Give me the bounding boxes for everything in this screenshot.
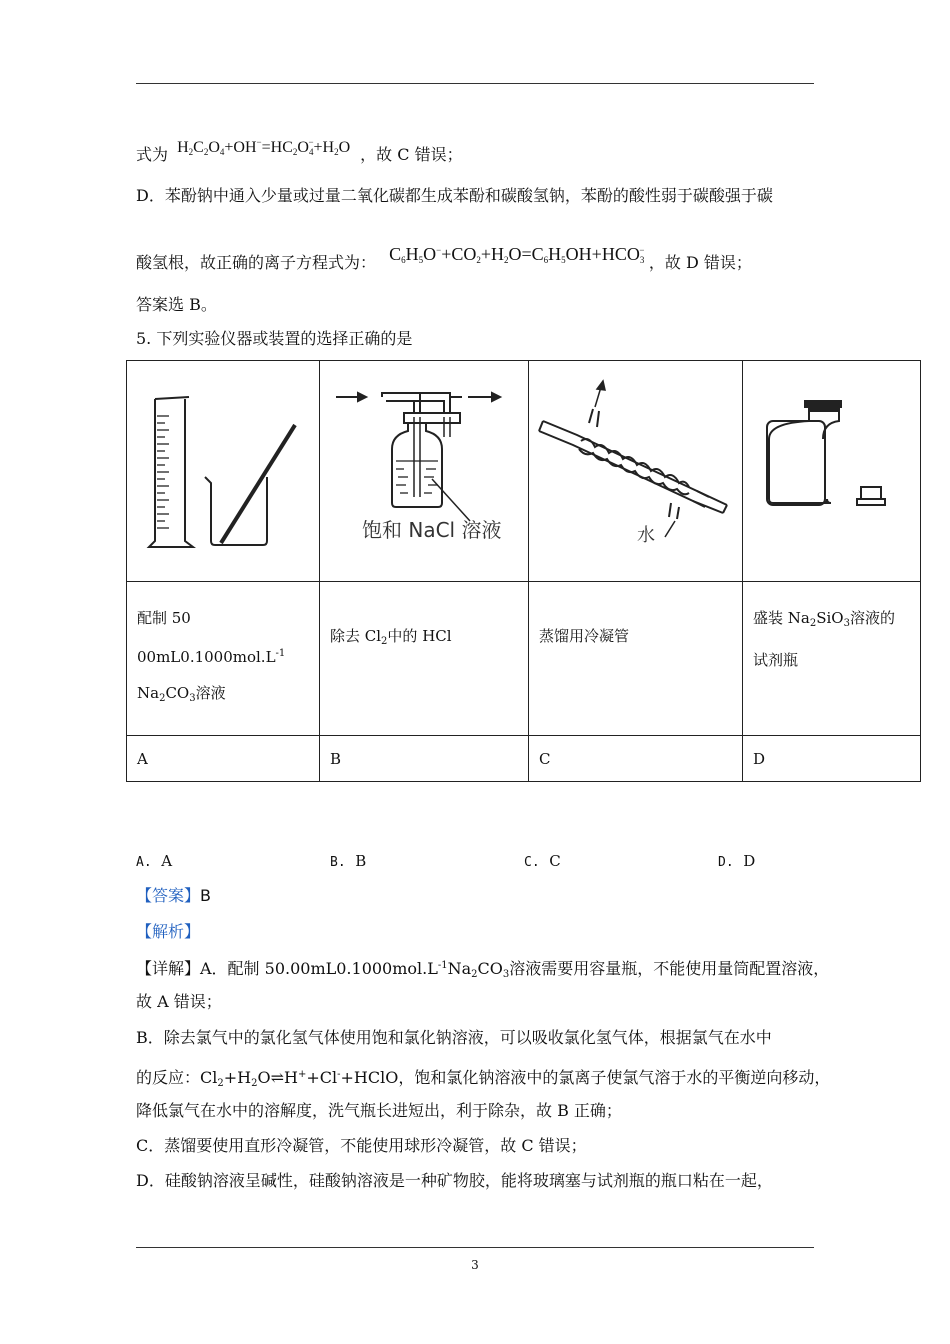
gas-washing-bottle-image <box>320 361 529 581</box>
formula-line-3 <box>136 240 752 270</box>
cell-desc-b: 除去 $Cl_2$中的 HCl <box>320 582 529 736</box>
cell-desc-c: 蒸馏用冷凝管 <box>529 582 743 736</box>
analysis-b-3: 降低氯气在水中的溶解度，洗气瓶长进短出，利于除杂，故 B 正确； <box>136 1101 622 1120</box>
cell-desc-a: 配制 50 $00mL0.1000mol.L^{-1}$ $Na_2CO_3$溶液 <box>127 582 320 736</box>
text-line-2: D．苯酚钠中通入少量或过量二氧化碳都生成苯酚和碳酸氢钠，苯酚的酸性弱于碳酸强于碳 <box>136 186 773 205</box>
text-line-4: 答案选 B。 <box>136 295 217 314</box>
oxalic-acid-equation: $H_2C_2O_4+OH^-=HC_2O_4^-+H_2O$ <box>177 137 351 157</box>
reagent-bottle-image <box>743 361 921 581</box>
cell-image-c <box>529 361 743 582</box>
cell-desc-d: 盛装 $Na_2SiO_3$溶液的 试剂瓶 <box>743 582 921 736</box>
cell-label-a: A <box>127 736 320 782</box>
answer-tag: 【答案】 <box>136 886 201 905</box>
line1-suffix: ，故 C 错误； <box>360 145 463 164</box>
analysis-a-end: 故 A 错误； <box>136 992 222 1011</box>
answer-value: B <box>200 886 211 905</box>
formula-line-1 <box>136 132 463 162</box>
c-image-label: 水 <box>637 525 655 546</box>
header-rule <box>136 83 814 84</box>
apparatus-table <box>126 360 921 782</box>
option-b[interactable]: B. B <box>330 852 367 870</box>
cell-label-b: B <box>320 736 529 782</box>
option-a[interactable]: A. A <box>136 852 173 870</box>
analysis-d: D．硅酸钠溶液呈碱性，硅酸钠溶液是一种矿物胶，能将玻璃塞与试剂瓶的瓶口粘在一起， <box>136 1171 773 1190</box>
bulb-condenser-image <box>529 361 743 581</box>
option-d[interactable]: D. D <box>718 852 756 870</box>
analysis-b-2: 的反应：$Cl_2+H_2O\rightleftharpoons H^++Cl^-+HClO$，饱和氯化钠溶液中的氯离子使氯气溶于水的平衡逆向移动， <box>136 1068 831 1089</box>
line3-suffix: ，故 D 错误； <box>648 253 752 272</box>
option-c[interactable]: C. C <box>524 852 561 870</box>
page-number: 3 <box>471 1258 479 1272</box>
line3-prefix: 酸氢根，故正确的离子方程式为： <box>136 253 377 272</box>
cell-label-d: D <box>743 736 921 782</box>
analysis-tag: 【解析】 <box>136 922 201 941</box>
cell-image-a <box>127 361 320 582</box>
question-5-title: 5. 下列实验仪器或装置的选择正确的是 <box>136 329 413 348</box>
analysis-detail-a: 【详解】A．配制 $50.00mL0.1000mol.L^{-1}Na_2CO_3$溶液需要用容量瓶，不能使用量筒配置溶液， <box>136 959 830 980</box>
cylinder-beaker-image <box>127 361 320 581</box>
cell-image-b <box>320 361 529 582</box>
cell-label-c: C <box>529 736 743 782</box>
footer-rule <box>136 1247 814 1248</box>
analysis-b-1: B．除去氯气中的氯化氢气体使用饱和氯化钠溶液，可以吸收氯化氢气体，根据氯气在水中 <box>136 1028 772 1047</box>
answer-line <box>136 886 211 906</box>
line1-prefix: 式为 <box>136 145 169 164</box>
analysis-c: C．蒸馏要使用直形冷凝管，不能使用球形冷凝管，故 C 错误； <box>136 1136 587 1155</box>
phenoxide-equation: $C_6H_5O^-+CO_2+H_2O=C_6H_5OH+HCO_3^-$ <box>389 244 645 265</box>
cell-image-d <box>743 361 921 582</box>
b-image-label: 饱和 NaCl 溶液 <box>362 518 502 542</box>
